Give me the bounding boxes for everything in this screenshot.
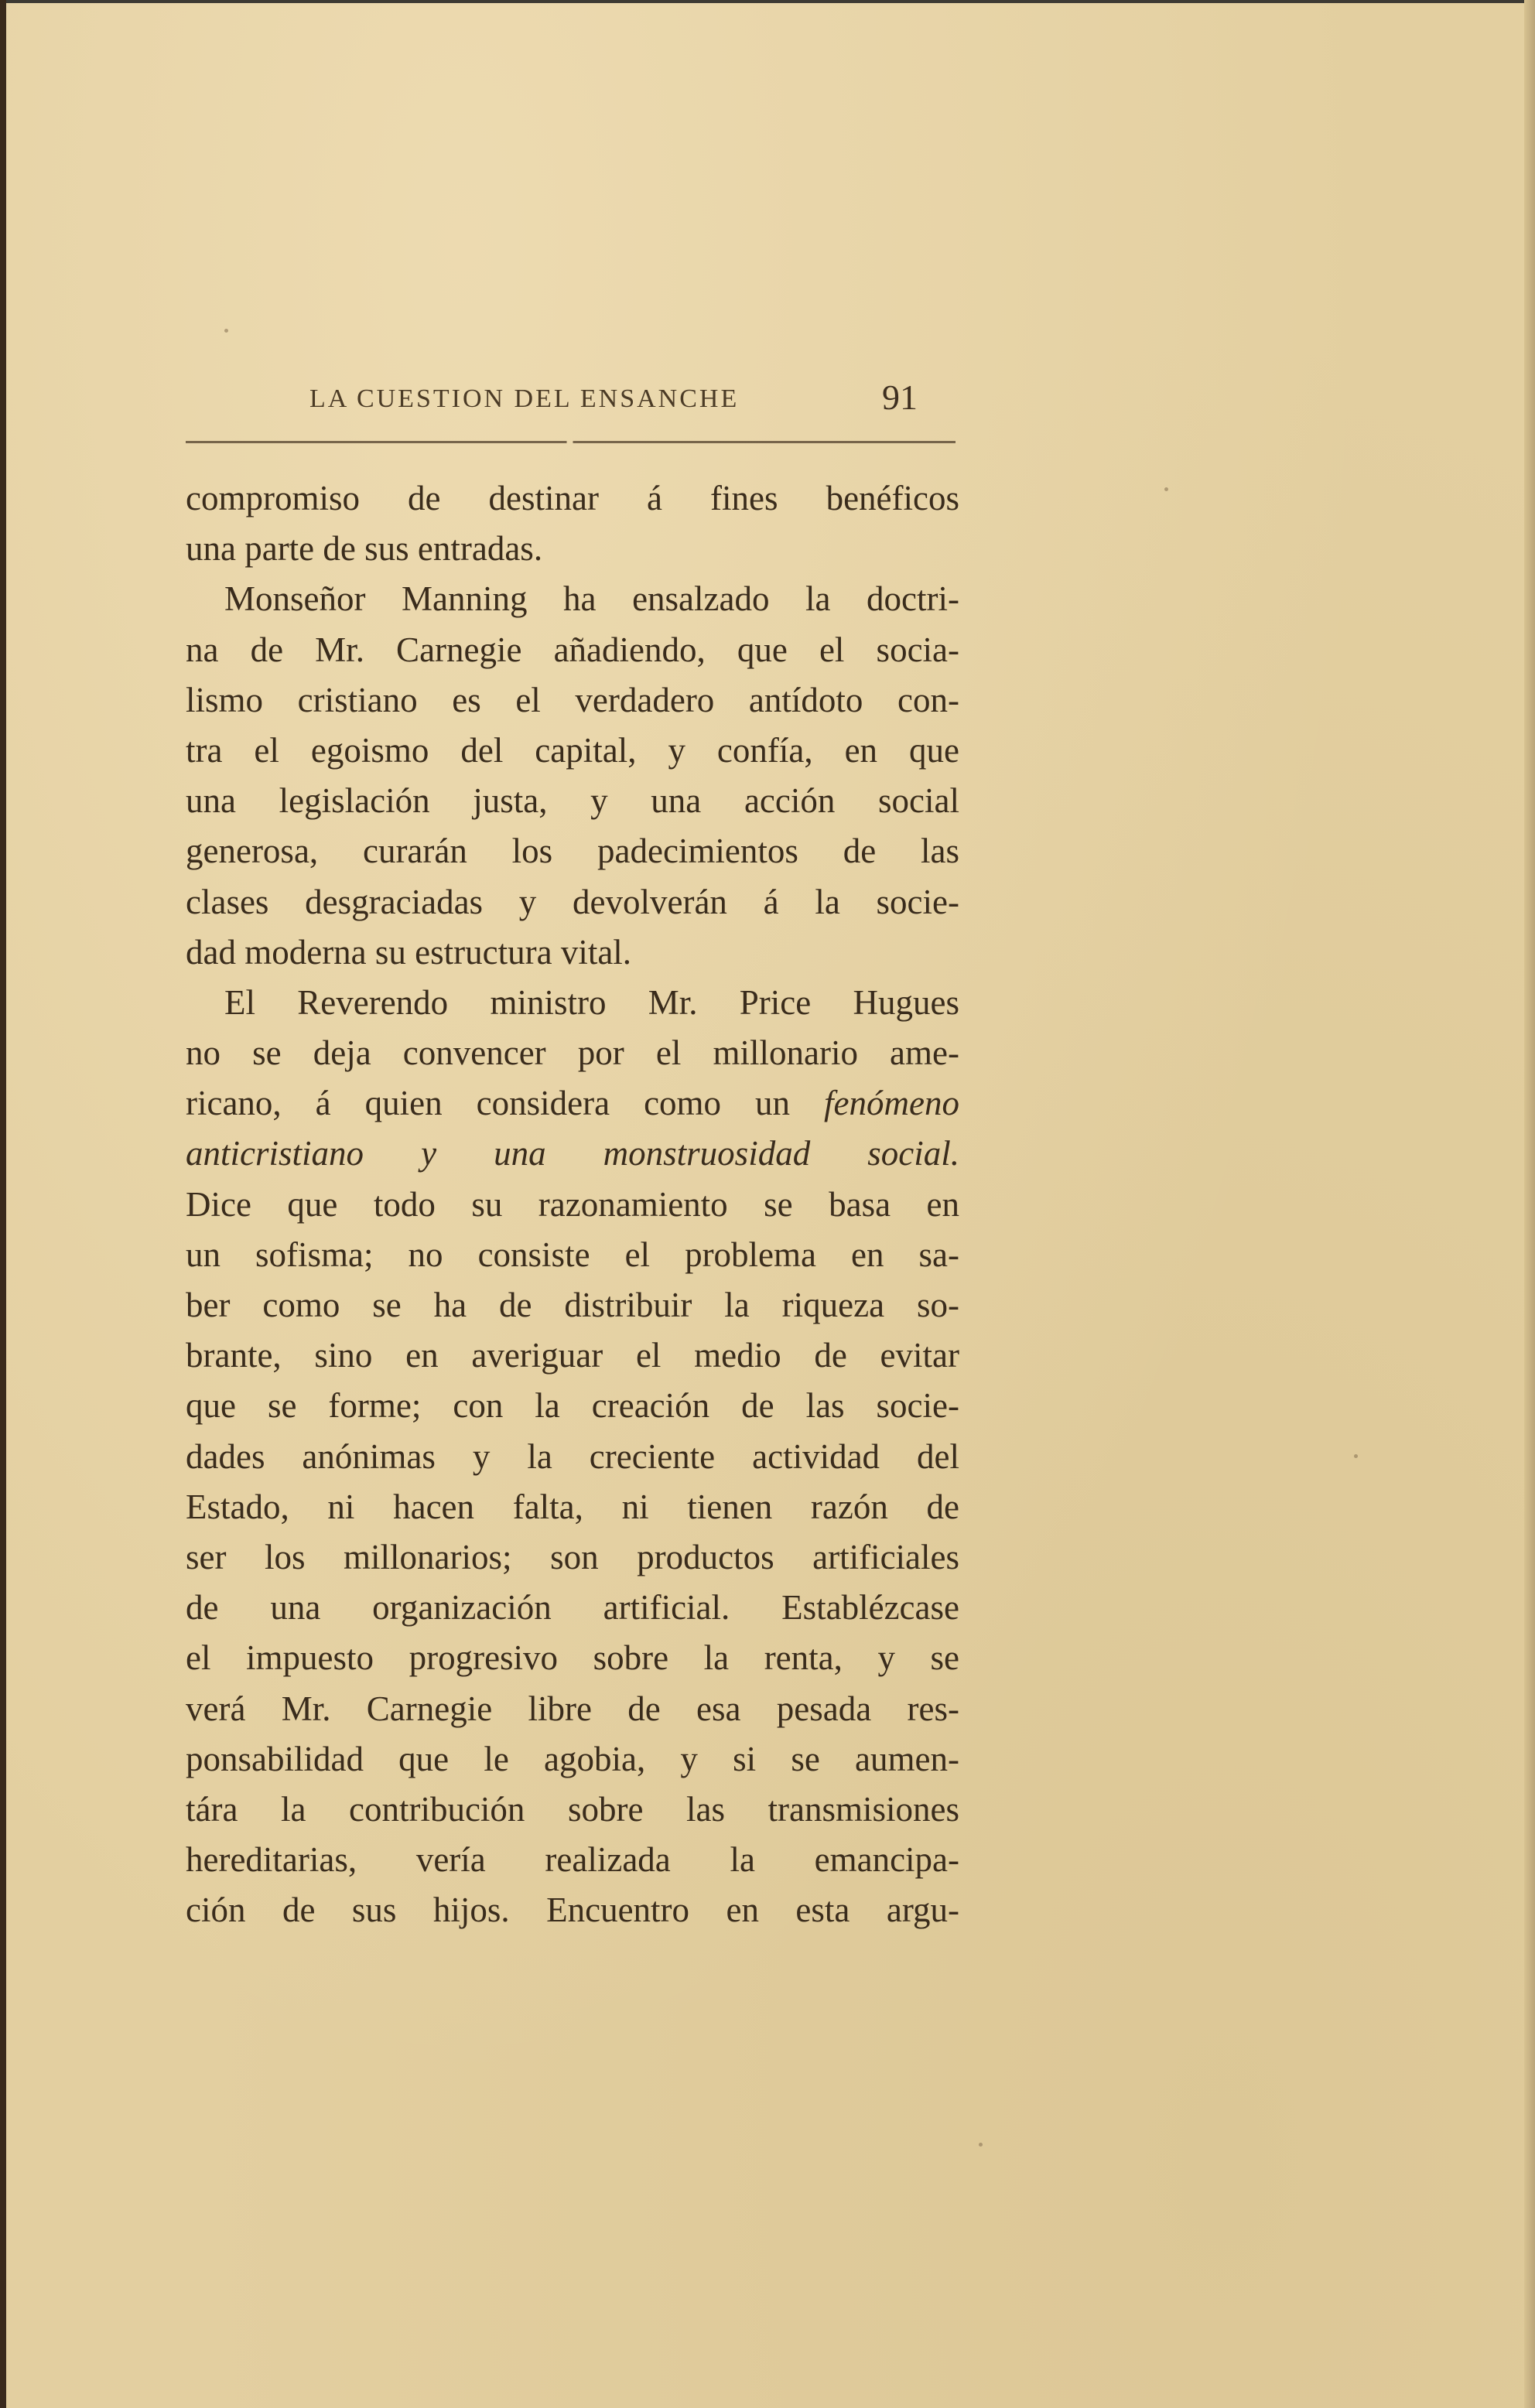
text-line-content: de una organización artificial. Establézcase: [186, 1588, 959, 1628]
text-line-content: dades anónimas y la creciente actividad del: [186, 1436, 959, 1476]
paper-speck: [979, 2143, 983, 2147]
paper-speck: [224, 329, 228, 333]
text-line-content: una parte de sus entradas.: [186, 529, 543, 569]
italic-emphasis: anticristiano y una monstruosidad social.: [186, 1134, 959, 1173]
paper-speck: [1164, 487, 1168, 491]
text-line-content: que se forme; con la creación de las socie-: [186, 1386, 959, 1426]
text-line: [186, 726, 959, 776]
text-line: [186, 978, 959, 1028]
text-line: [186, 1129, 959, 1179]
running-head: [186, 377, 959, 422]
text-line-content: un sofisma; no consiste el problema en sa-: [186, 1235, 959, 1274]
text-line: [186, 1885, 959, 1935]
text-line-content: tára la contribución sobre las transmisiones: [186, 1789, 959, 1829]
text-line-content: El Reverendo ministro Mr. Price Hugues: [224, 982, 959, 1022]
text-line: [186, 776, 959, 826]
text-line-content: generosa, curarán los padecimientos de las: [186, 832, 959, 871]
text-line-content: tra el egoismo del capital, y confía, en que: [186, 730, 959, 770]
body-text: [186, 473, 959, 1935]
binding-edge: [0, 0, 6, 2408]
text-line: [186, 1330, 959, 1381]
text-line-content: compromiso de destinar á fines benéficos: [186, 479, 959, 517]
text-line: [186, 826, 959, 876]
text-line-content: verá Mr. Carnegie libre de esa pesada res-: [186, 1689, 959, 1728]
text-line: [186, 625, 959, 675]
text-line: [186, 1835, 959, 1885]
text-line-content: ricano, á quien considera como un: [186, 1084, 825, 1123]
page-number: 91: [882, 377, 918, 417]
text-line-content: na de Mr. Carnegie añadiendo, que el socia-: [186, 630, 959, 669]
text-line-content: el impuesto progresivo sobre la renta, y se: [186, 1638, 959, 1678]
text-line: [186, 1482, 959, 1532]
paper-speck: [1354, 1454, 1358, 1458]
text-line: [186, 927, 959, 978]
running-title: LA CUESTION DEL ENSANCHE: [309, 384, 740, 413]
page-right-edge: [1524, 0, 1535, 2408]
text-line-content: Monseñor Manning ha ensalzado la doctri-: [224, 579, 959, 619]
text-line: [186, 1684, 959, 1734]
text-line: [186, 574, 959, 624]
text-line: [186, 1785, 959, 1835]
text-line: [186, 473, 959, 524]
text-line: [186, 675, 959, 726]
text-line: [186, 1280, 959, 1330]
text-line: [186, 1381, 959, 1431]
text-line-content: clases desgraciadas y devolverán á la socie-: [186, 882, 959, 921]
text-line-content: Estado, ni hacen falta, ni tienen razón de: [186, 1487, 959, 1526]
text-line: [186, 1028, 959, 1078]
text-line-content: ponsabilidad que le agobia, y si se aumen-: [186, 1739, 959, 1778]
text-line-content: no se deja convencer por el millonario ame-: [186, 1033, 959, 1073]
italic-emphasis: fenómeno: [824, 1084, 959, 1123]
text-line: [186, 1078, 959, 1129]
text-line-content: ción de sus hijos. Encuentro en esta argu-: [186, 1891, 959, 1930]
text-line-content: una legislación justa, y una acción social: [186, 781, 959, 821]
text-line-content: lismo cristiano es el verdadero antídoto con-: [186, 680, 959, 719]
text-line: [186, 1180, 959, 1230]
text-line: [186, 1532, 959, 1583]
text-line: [186, 877, 959, 927]
text-line-content: ser los millonarios; son productos artificiales: [186, 1537, 959, 1576]
text-line-content: ber como se ha de distribuir la riqueza so-: [186, 1286, 959, 1324]
text-line: [186, 1432, 959, 1482]
text-line-content: dad moderna su estructura vital.: [186, 932, 632, 972]
text-line-content: Dice que todo su razonamiento se basa en: [186, 1184, 959, 1224]
text-line: [186, 1583, 959, 1633]
text-line: [186, 524, 959, 574]
text-line-content: hereditarias, vería realizada la emancipa-: [186, 1840, 959, 1880]
text-line: [186, 1633, 959, 1683]
text-line: [186, 1230, 959, 1280]
text-line-content: brante, sino en averiguar el medio de evitar: [186, 1336, 959, 1375]
header-rule: [186, 441, 956, 443]
text-line: [186, 1734, 959, 1785]
